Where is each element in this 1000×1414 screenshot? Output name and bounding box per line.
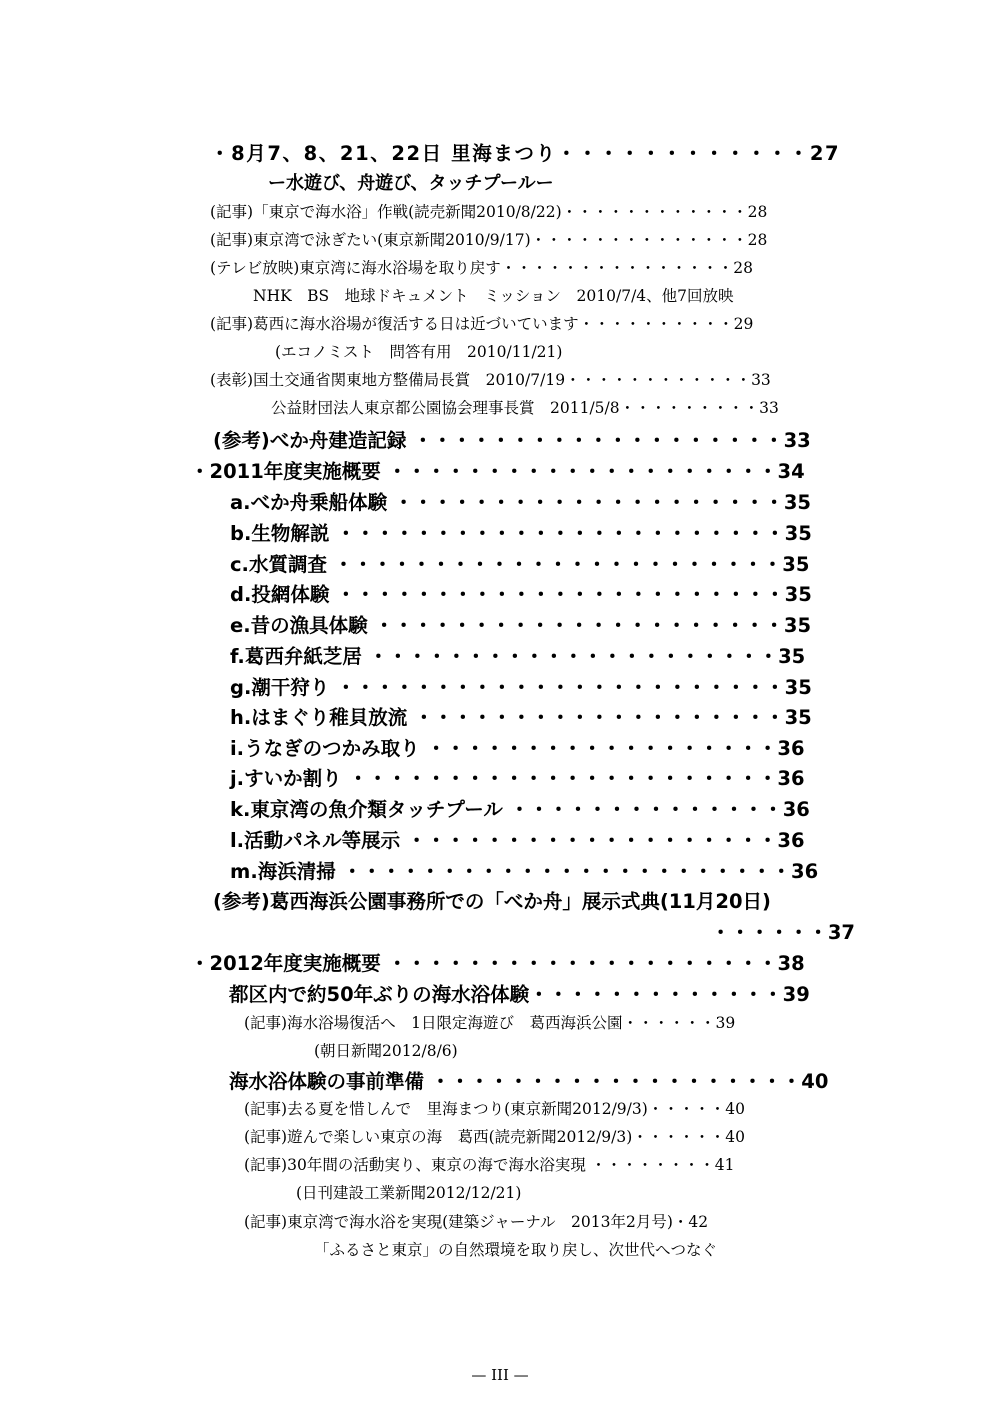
toc-article-entry: (記事)東京湾で泳ぎたい(東京新聞2010/9/17)・・・・・・・・・・・・・・28 bbox=[210, 231, 768, 249]
toc-item-k: k.東京湾の魚介類タッチプール ・・・・・・・・・・・・・・36 bbox=[230, 798, 810, 821]
toc-tv-detail: NHK BS 地球ドキュメント ミッション 2010/7/4、他7回放映 bbox=[253, 287, 734, 305]
toc-article-entry: (記事)遊んで楽しい東京の海 葛西(読売新聞2012/9/3)・・・・・・40 bbox=[244, 1128, 746, 1146]
toc-item-b: b.生物解説 ・・・・・・・・・・・・・・・・・・・・・・・35 bbox=[230, 522, 812, 545]
toc-entry-satoumi-festival: ・8月7、8、21、22日 里海まつり・・・・・・・・・・・・27 bbox=[210, 142, 841, 165]
toc-entry-beka-exhibition-page: ・・・・・・37 bbox=[710, 921, 855, 944]
toc-entry-beka-exhibition: (参考)葛西海浜公園事務所での「べか舟」展示式典(11月20日) bbox=[213, 890, 771, 913]
toc-article-source: (日刊建設工業新聞2012/12/21) bbox=[296, 1184, 522, 1202]
toc-item-e: e.昔の漁具体験 ・・・・・・・・・・・・・・・・・・・・・35 bbox=[230, 614, 812, 637]
toc-section-2012: ・2012年度実施概要 ・・・・・・・・・・・・・・・・・・・・38 bbox=[190, 952, 805, 975]
toc-article-entry: (記事)東京湾で海水浴を実現(建築ジャーナル 2013年2月号)・42 bbox=[244, 1213, 709, 1231]
toc-item-i: i.うなぎのつかみ取り ・・・・・・・・・・・・・・・・・・36 bbox=[230, 737, 805, 760]
toc-award-entry: 公益財団法人東京都公園協会理事長賞 2011/5/8・・・・・・・・・33 bbox=[271, 399, 779, 417]
toc-section-2011: ・2011年度実施概要 ・・・・・・・・・・・・・・・・・・・・34 bbox=[190, 460, 805, 483]
toc-award-entry: (表彰)国土交通省関東地方整備局長賞 2010/7/19・・・・・・・・・・・・33 bbox=[210, 371, 771, 389]
toc-item-m: m.海浜清掃 ・・・・・・・・・・・・・・・・・・・・・・・36 bbox=[230, 860, 819, 883]
toc-item-d: d.投網体験 ・・・・・・・・・・・・・・・・・・・・・・・35 bbox=[230, 583, 812, 606]
toc-subtitle-water-play: ー水遊び、舟遊び、タッチプールー bbox=[268, 173, 554, 194]
toc-article-entry: (記事)去る夏を惜しんで 里海まつり(東京新聞2012/9/3)・・・・・40 bbox=[244, 1100, 746, 1118]
toc-tv-entry: (テレビ放映)東京湾に海水浴場を取り戻す・・・・・・・・・・・・・・・28 bbox=[210, 259, 754, 277]
toc-entry-preparation: 海水浴体験の事前準備 ・・・・・・・・・・・・・・・・・・・40 bbox=[229, 1070, 829, 1093]
toc-item-l: l.活動パネル等展示 ・・・・・・・・・・・・・・・・・・・36 bbox=[230, 829, 805, 852]
toc-article-source: (朝日新聞2012/8/6) bbox=[314, 1042, 458, 1060]
toc-item-a: a.べか舟乗船体験 ・・・・・・・・・・・・・・・・・・・・35 bbox=[230, 491, 811, 514]
toc-article-entry: (記事)葛西に海水浴場が復活する日は近づいています・・・・・・・・・・29 bbox=[210, 315, 754, 333]
toc-article-entry: (記事)「東京で海水浴」作戦(読売新聞2010/8/22)・・・・・・・・・・・・28 bbox=[210, 203, 768, 221]
toc-entry-swimming-experience: 都区内で約50年ぶりの海水浴体験・・・・・・・・・・・・・39 bbox=[229, 983, 810, 1006]
toc-item-f: f.葛西弁紙芝居 ・・・・・・・・・・・・・・・・・・・・・35 bbox=[230, 645, 806, 668]
toc-item-c: c.水質調査 ・・・・・・・・・・・・・・・・・・・・・・・35 bbox=[230, 553, 810, 576]
toc-article-subtitle: 「ふるさと東京」の自然環境を取り戻し、次世代へつなぐ bbox=[314, 1241, 718, 1259]
toc-entry-beka-boat-record: (参考)べか舟建造記録 ・・・・・・・・・・・・・・・・・・・33 bbox=[213, 429, 811, 452]
toc-article-source: (エコノミスト 問答有用 2010/11/21) bbox=[275, 343, 563, 361]
toc-article-entry: (記事)30年間の活動実り、東京の海で海水浴実現 ・・・・・・・・41 bbox=[244, 1156, 735, 1174]
page-number: — III — bbox=[471, 1366, 529, 1384]
toc-article-entry: (記事)海水浴場復活へ 1日限定海遊び 葛西海浜公園・・・・・・39 bbox=[244, 1014, 736, 1032]
toc-item-j: j.すいか割り ・・・・・・・・・・・・・・・・・・・・・・36 bbox=[230, 767, 805, 790]
toc-item-h: h.はまぐり稚貝放流 ・・・・・・・・・・・・・・・・・・・35 bbox=[230, 706, 812, 729]
toc-item-g: g.潮干狩り ・・・・・・・・・・・・・・・・・・・・・・・35 bbox=[230, 676, 812, 699]
